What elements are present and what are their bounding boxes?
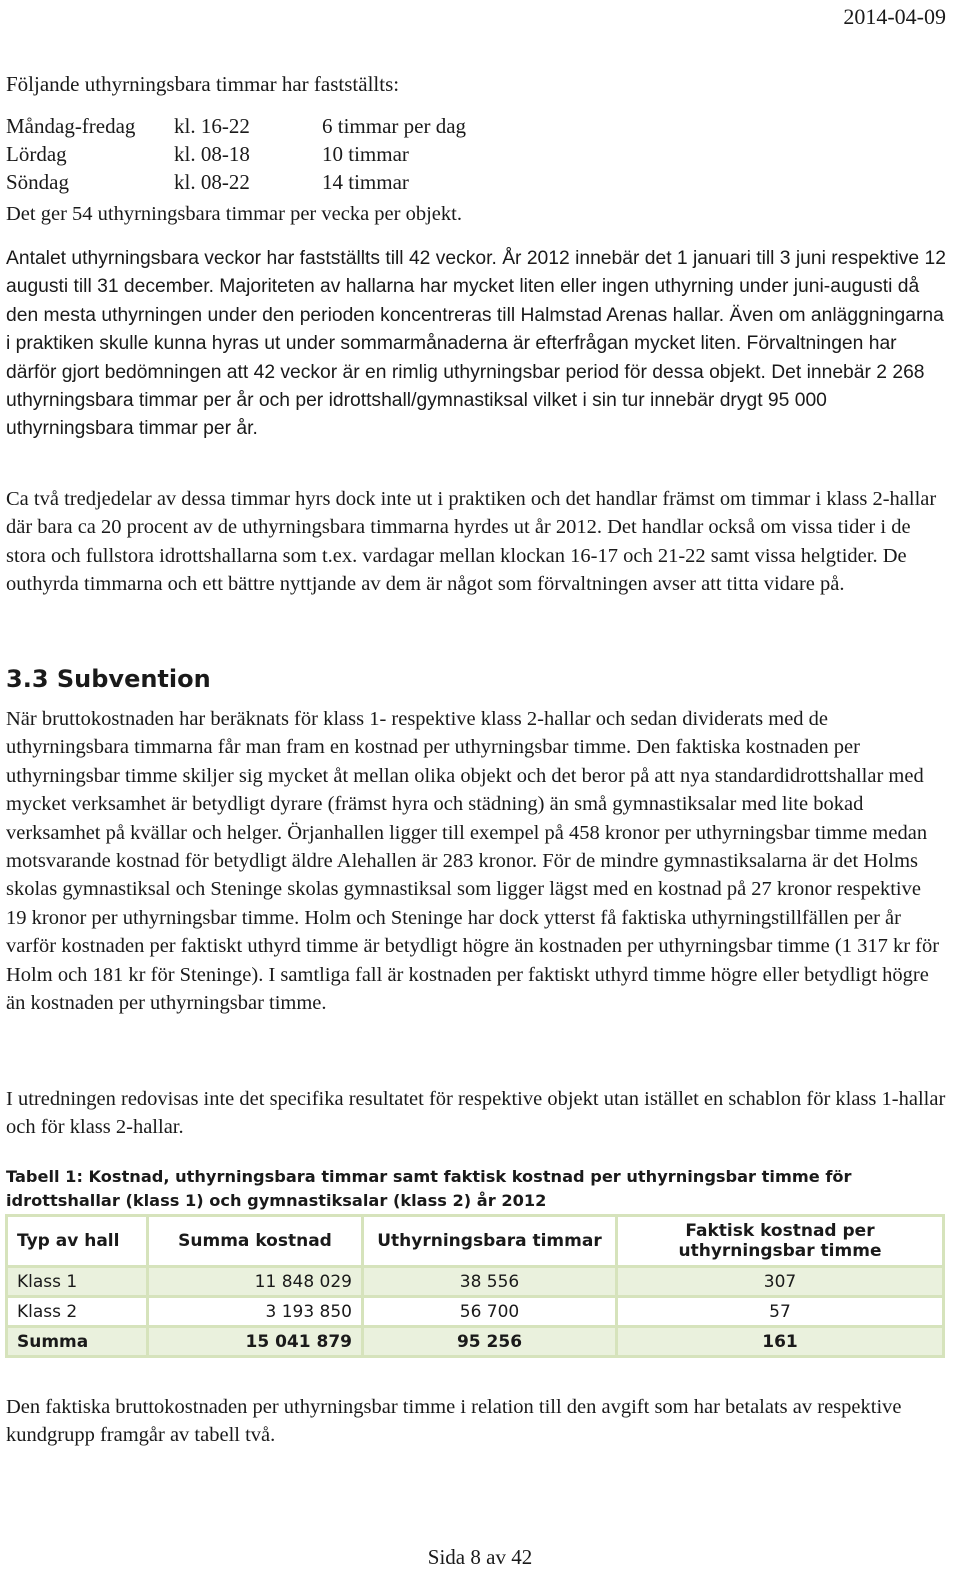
hours-row [6, 168, 466, 196]
hours-time: kl. 08-22 [174, 170, 250, 194]
hours-time: kl. 16-22 [174, 114, 250, 138]
hours-list [6, 112, 466, 196]
hours-day: Måndag-fredag [6, 114, 136, 138]
table-total-row [7, 1327, 944, 1357]
two-thirds-paragraph: Ca två tredjedelar av dessa timmar hyrs dock inte ut i praktiken och det handlar främst om timmar i klass 2-hallar där bara ca 20 procent av de uthyrningsbara timmarna hyrdes ut år 2012. Det handlar också om vissa tider i de stora och fullstora idrottshallarna som t.ex. vardagar mellan klockan 16-17 och 21-22 samt vissa helgtider. De outhyrda timmarna och ett bättre nyttjande av dem är något som förvaltningen avser att titta vidare på. [6, 488, 937, 596]
hours-amount: 10 timmar [322, 142, 409, 166]
cell-rentable-hours: 56 700 [363, 1297, 617, 1327]
hours-amount: 14 timmar [322, 170, 409, 194]
header-date: 2014-04-09 [843, 4, 946, 29]
cell-total-cost: 15 041 879 [148, 1327, 363, 1357]
hours-day: Lördag [6, 142, 67, 166]
hours-row [6, 140, 466, 168]
page-number: Sida 8 av 42 [427, 1545, 533, 1569]
cost-table [5, 1214, 945, 1358]
hours-time: kl. 08-18 [174, 142, 250, 166]
header-total-cost: Summa kostnad [148, 1216, 363, 1267]
header-type: Typ av hall [7, 1216, 148, 1267]
hours-amount: 6 timmar per dag [322, 114, 467, 138]
schablon-paragraph: I utredningen redovisas inte det specifika resultatet för respektive objekt utan istället en schablon för klass 1-hallar och för klass 2-hallar. [6, 1088, 946, 1139]
hours-day: Söndag [6, 170, 69, 194]
intro-text: Följande uthyrningsbara timmar har fastställts: [6, 72, 400, 96]
after-table-paragraph: Den faktiska bruttokostnaden per uthyrningsbar timme i relation till den avgift som har betalats av respektive kundgrupp framgår av tabell två. [6, 1396, 902, 1447]
section-heading: 3.3 Subvention [6, 665, 211, 693]
weeks-paragraph: Antalet uthyrningsbara veckor har fastställts till 42 veckor. År 2012 innebär det 1 januari till 3 juni respektive 12 augusti till 31 december. Majoriteten av hallarna har mycket liten eller ingen uthyrning under juni-augusti då den mesta uthyrningen under den perioden koncentreras till Halmstad Arenas hallar. Även om anläggningarna i praktiken skulle kunna hyras ut under sommarmånaderna är efterfrågan mycket liten. Förvaltningen har därför gjort bedömningen att 42 veckor är en rimlig uthyrningsbar period för dessa objekt. Det innebär 2 268 uthyrningsbara timmar per år och per idrottshall/gymnastiksal vilket i sin tur innebär drygt 95 000 uthyrningsbara timmar per år. [6, 248, 946, 440]
cell-cost-per-hour: 307 [617, 1267, 944, 1297]
cell-type: Klass 1 [7, 1267, 148, 1297]
cell-rentable-hours: 38 556 [363, 1267, 617, 1297]
weekly-total-text: Det ger 54 uthyrningsbara timmar per vecka per objekt. [6, 203, 462, 225]
header-cost-per-hour: Faktisk kostnad per uthyrningsbar timme [617, 1216, 944, 1267]
table-row [7, 1267, 944, 1297]
cell-type: Klass 2 [7, 1297, 148, 1327]
cell-total-cost: 11 848 029 [148, 1267, 363, 1297]
header-rentable-hours: Uthyrningsbara timmar [363, 1216, 617, 1267]
table-row [7, 1297, 944, 1327]
subvention-paragraph: När bruttokostnaden har beräknats för klass 1- respektive klass 2-hallar och sedan dividerats med de uthyrningsbara timmarna får man fram en kostnad per uthyrningsbar timme. Den faktiska kostnaden per uthyrningsbar timme skiljer sig mycket åt mellan olika objekt och det beror på att nya standardidrottshallar med mycket verksamhet är betydligt dyrare (främst hyra och städning) än små gymnastiksalar med lite bokad verksamhet på kvällar och helger. Örjanhallen ligger till exempel på 458 kronor per uthyrningsbar timme medan motsvarande kostnad för betydligt äldre Alehallen är 283 kronor. För de mindre gymnastiksalarna är det Holms skolas gymnastiksal och Steninge skolas gymnastiksal som ligger lägst med en kostnad på 27 kronor respektive 19 kronor per uthyrningsbar timme. Holm och Steninge har dock ytterst få faktiska uthyrningstillfällen per år varför kostnaden per faktiskt uthyrd timme är betydligt högre än kostnaden per uthyrningsbar timme (1 317 kr för Holm och 181 kr för Steninge). I samtliga fall är kostnaden per faktiskt uthyrd timme högre eller betydligt högre än kostnaden per uthyrningsbar timme. [6, 708, 940, 1015]
cell-rentable-hours: 95 256 [363, 1327, 617, 1357]
hours-row [6, 112, 466, 140]
cell-total-cost: 3 193 850 [148, 1297, 363, 1327]
cell-cost-per-hour: 57 [617, 1297, 944, 1327]
table-header-row [7, 1216, 944, 1267]
cell-type: Summa [7, 1327, 148, 1357]
cell-cost-per-hour: 161 [617, 1327, 944, 1357]
table-caption: Tabell 1: Kostnad, uthyrningsbara timmar samt faktisk kostnad per uthyrningsbar timme för idrottshallar (klass 1) och gymnastiksalar (klass 2) år 2012 [6, 1167, 852, 1210]
